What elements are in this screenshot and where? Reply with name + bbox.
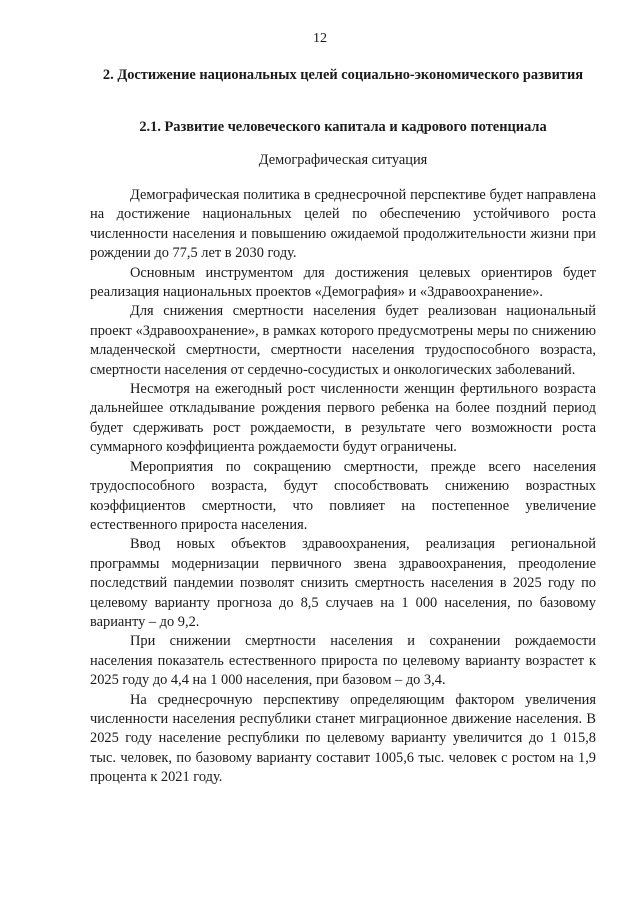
paragraph: Ввод новых объектов здравоохранения, реализация региональной программы модернизации первичного звена здравоохранения, преодоление последствий пандемии позволят снизить смертность населения в 2025 году по целевому варианту прогноза до 8,5 случаев на 1 000 населения, по базовому варианту – до 9,2. [90,536,596,630]
paragraph: Основным инструментом для достижения целевых ориентиров будет реализация национальных проектов «Демография» и «Здравоохранение». [90,264,596,301]
section-heading: 2. Достижение национальных целей социально-экономического развития [102,67,584,83]
paragraph: Мероприятия по сокращению смертности, прежде всего населения трудоспособного возраста, будут способствовать снижению возрастных коэффициентов смертности, что повлияет на постепенное увеличение естественного прироста населения. [90,458,596,533]
paragraph: Демографическая политика в среднесрочной перспективе будет направлена на достижение национальных целей по обеспечению устойчивого роста численности населения и повышению ожидаемой продолжительности жизни при рождении до 77,5 лет в 2030 году. [90,187,596,262]
paragraph: Несмотря на ежегодный рост численности женщин фертильного возраста дальнейшее откладывание рождения первого ребенка на более поздний период будет сдерживать рост рождаемости, в результате чего возможности роста суммарного коэффициента рождаемости будут ограничены. [90,381,596,456]
paragraph: Для снижения смертности населения будет реализован национальный проект «Здравоохранение», в рамках которого предусмотрены меры по снижению младенческой смертности, смертности населения трудоспособного возраста, смертности населения от сердечно-сосудистых и онкологических заболеваний. [90,303,596,378]
paragraph: При снижении смертности населения и сохранении рождаемости населения показатель естественного прироста по целевому варианту возрастет к 2025 году до 4,4 на 1 000 населения, при базовом – до 3,4. [90,633,596,689]
body-text [90,186,596,788]
paragraph: На среднесрочную перспективу определяющим фактором увеличения численности населения республики станет миграционное движение населения. В 2025 году население республики по целевому варианту увеличится до 1 015,8 тыс. человек, по базовому варианту составит 1005,6 тыс. человек с ростом на 1,9 процента к 2021 году. [90,691,596,786]
subsection-heading: 2.1. Развитие человеческого капитала и кадрового потенциала [139,119,547,135]
page-number: 12 [313,31,327,46]
topic-heading: Демографическая ситуация [258,152,428,168]
